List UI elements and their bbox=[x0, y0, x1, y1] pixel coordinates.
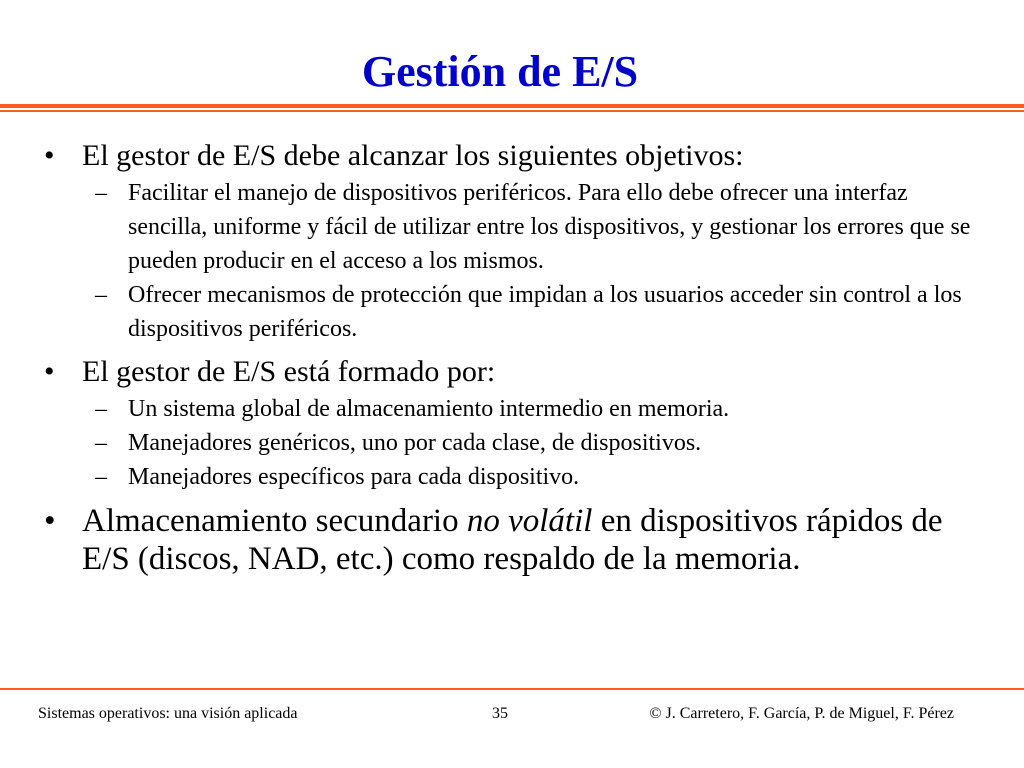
bullet-marker: • bbox=[44, 355, 55, 388]
bullet-objectives bbox=[40, 138, 990, 174]
footer-divider bbox=[0, 688, 1024, 690]
bullet-marker: • bbox=[44, 503, 56, 539]
bullet-text: El gestor de E/S debe alcanzar los siguientes objetivos: bbox=[82, 139, 744, 172]
sub-bullet-text: Manejadores específicos para cada dispositivo. bbox=[128, 464, 580, 490]
slide-content bbox=[40, 138, 990, 580]
sub-bullet-text: Un sistema global de almacenamiento intermedio en memoria. bbox=[128, 396, 730, 422]
sub-bullet bbox=[40, 278, 990, 346]
bullet-marker: • bbox=[44, 139, 55, 172]
sub-bullet-text: Facilitar el manejo de dispositivos periféricos. Para ello debe ofrecer una interfaz sencilla, uniforme y fácil de utilizar entre los dispositivos, y gestionar los errores que se pueden producir en el acceso a los mismos. bbox=[128, 180, 971, 274]
sub-bullet bbox=[40, 460, 990, 494]
bullet-text: El gestor de E/S está formado por: bbox=[82, 355, 496, 388]
sub-bullet-text: Manejadores genéricos, uno por cada clase, de dispositivos. bbox=[128, 430, 702, 456]
footer-copyright: © J. Carretero, F. García, P. de Miguel, F. Pérez bbox=[649, 705, 954, 722]
footer-book-title: Sistemas operativos: una visión aplicada bbox=[38, 705, 298, 722]
bullet-composition bbox=[40, 354, 990, 390]
sub-bullet bbox=[40, 426, 990, 460]
page-number: 35 bbox=[492, 705, 508, 722]
dash-marker: – bbox=[95, 180, 107, 206]
dash-marker: – bbox=[95, 430, 107, 456]
slide-title: Gestión de E/S bbox=[361, 47, 639, 96]
sub-bullet-text: Ofrecer mecanismos de protección que impidan a los usuarios acceder sin control a los dispositivos periféricos. bbox=[128, 282, 962, 342]
dash-marker: – bbox=[95, 282, 107, 308]
bullet-text-start: Almacenamiento secundario bbox=[82, 503, 467, 539]
bullet-text-end: en dispositivos rápidos de E/S (discos, NAD, etc.) como respaldo de la memoria. bbox=[82, 503, 943, 577]
sub-bullet bbox=[40, 392, 990, 426]
bullet-secondary-storage bbox=[40, 502, 990, 578]
dash-marker: – bbox=[95, 464, 107, 490]
bullet-text-emphasis: no volátil bbox=[466, 503, 593, 539]
sub-bullet bbox=[40, 176, 990, 278]
title-divider bbox=[0, 104, 1024, 114]
dash-marker: – bbox=[95, 396, 107, 422]
